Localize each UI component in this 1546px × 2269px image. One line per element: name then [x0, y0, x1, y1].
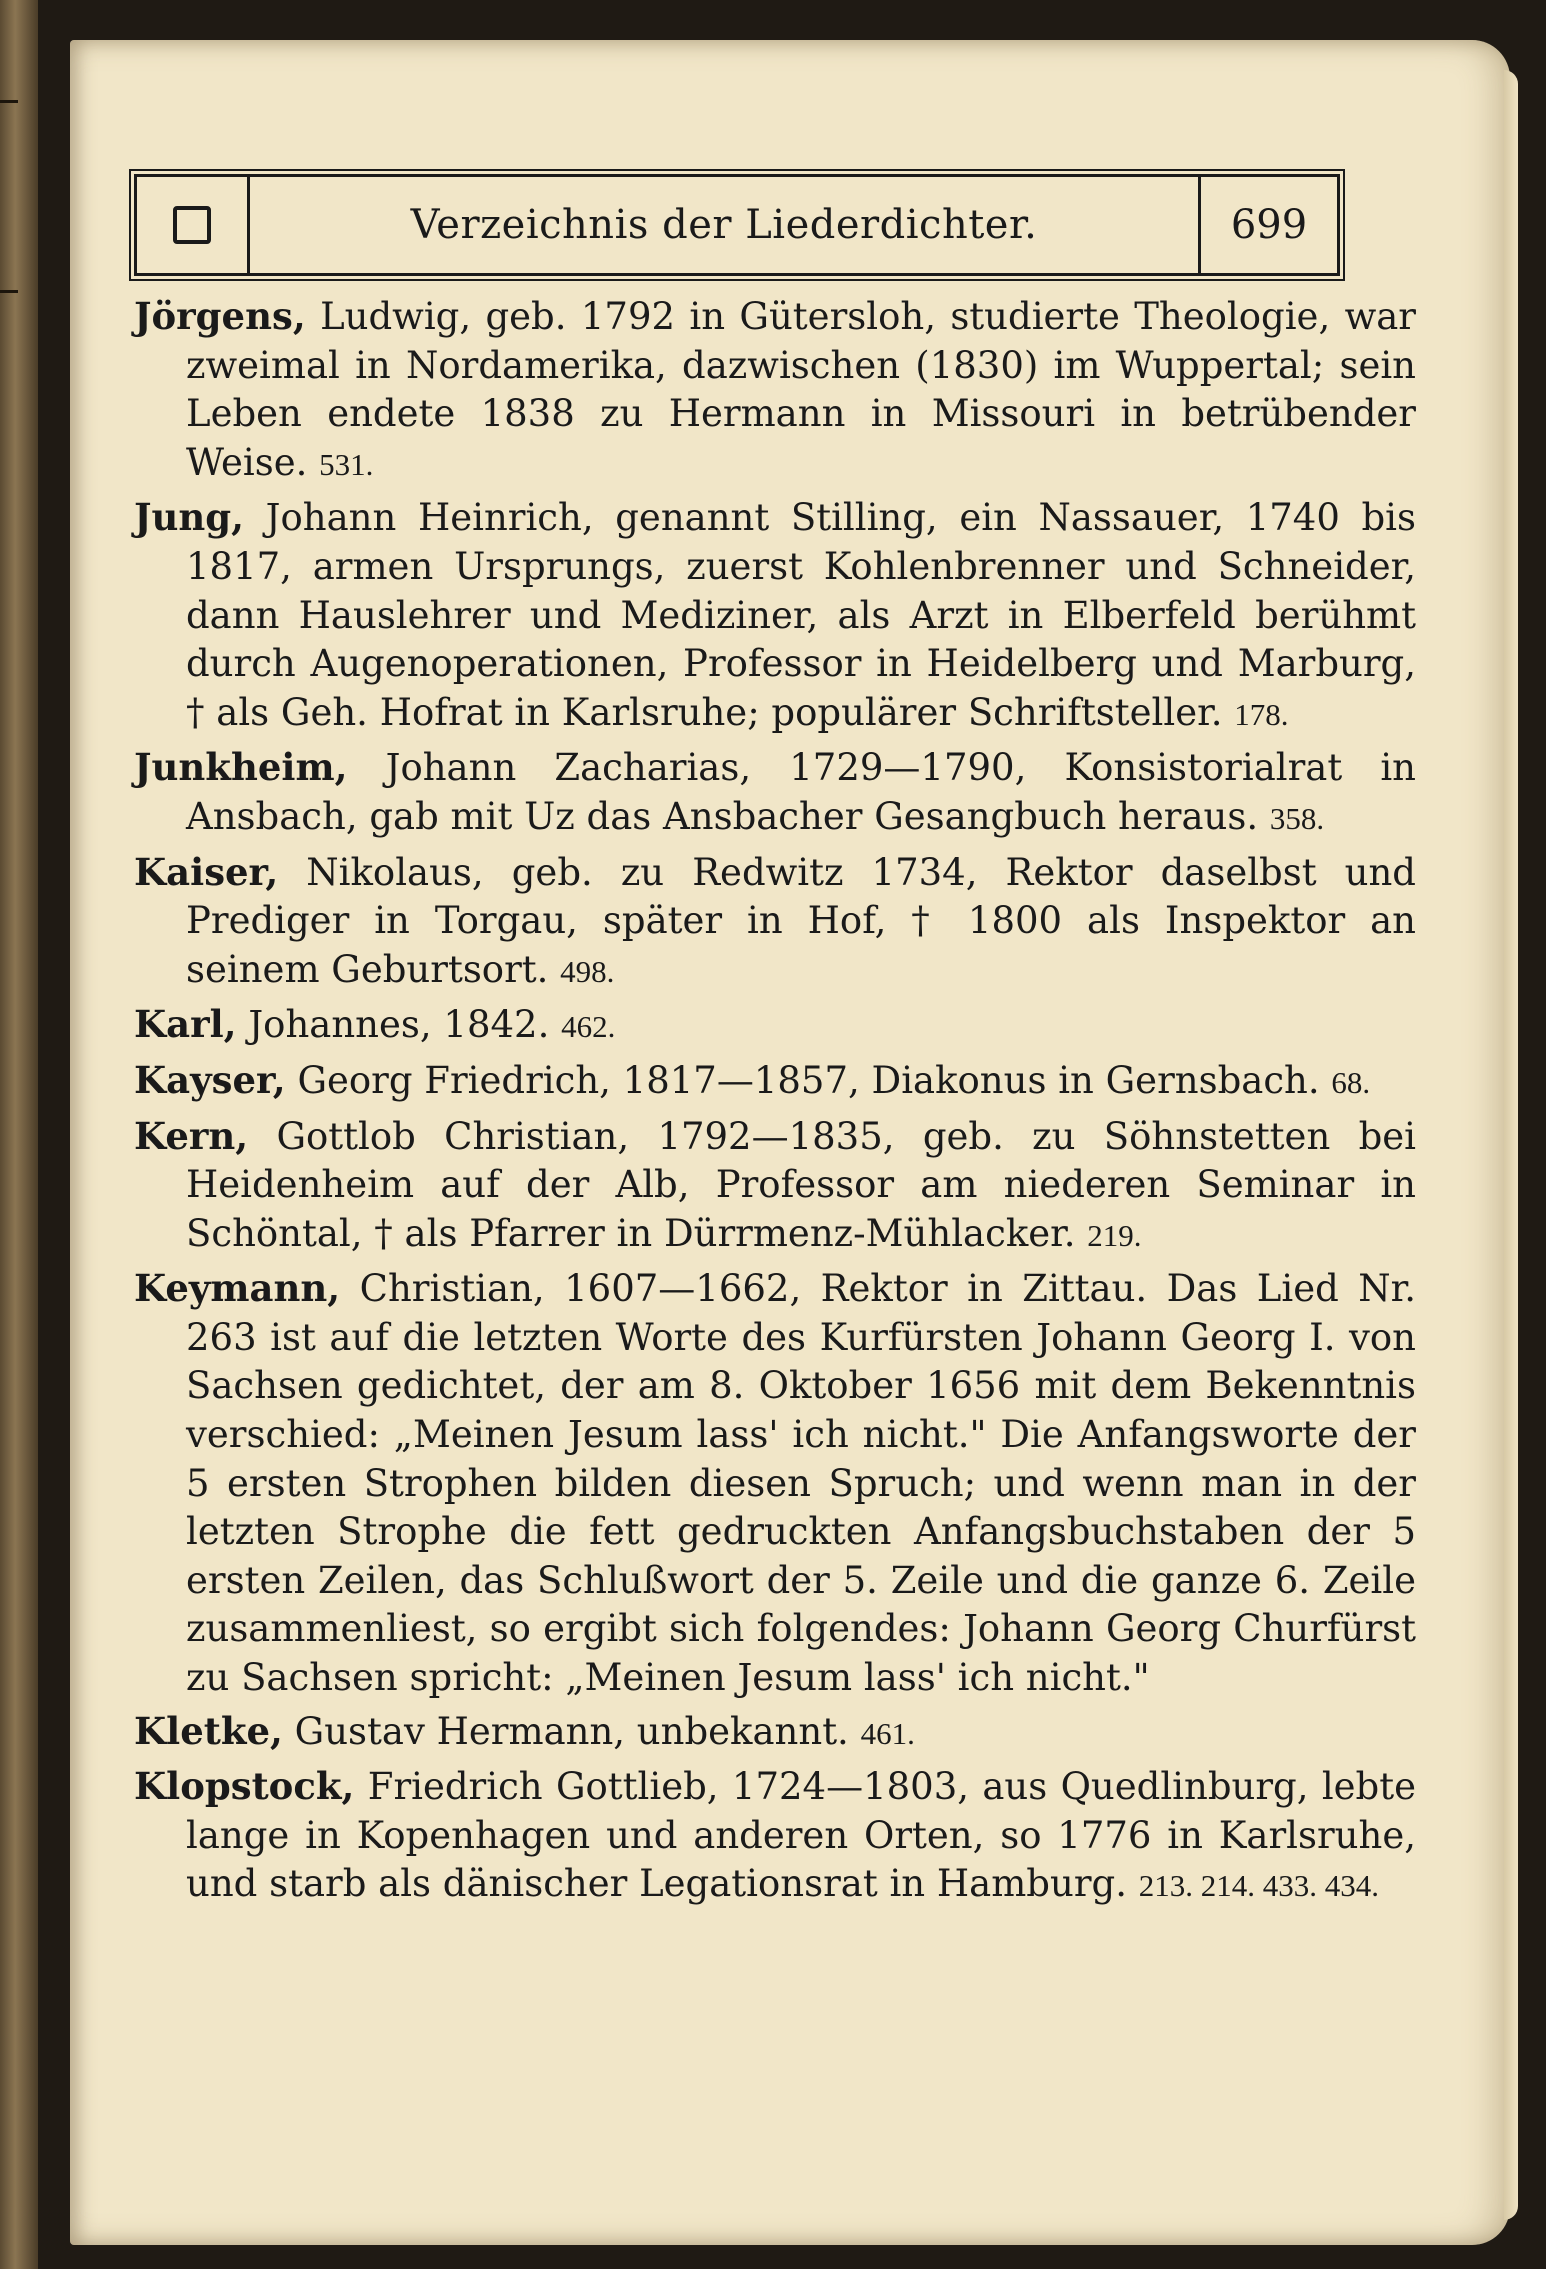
- entry-text: Ludwig, geb. 1792 in Gütersloh, studierte Theologie, war zweimal in Nordamerika, dazwischen (1830) im Wuppertal; sein Leben endete 1838 zu Hermann in Missouri in betrübender Weise.: [186, 295, 1416, 484]
- entry-name: Junkheim,: [134, 745, 348, 790]
- poet-index: [134, 292, 1416, 1915]
- entry-name: Kayser,: [134, 1057, 286, 1102]
- entry-name: Kletke,: [134, 1708, 283, 1753]
- entry-refs: 358.: [1269, 800, 1325, 836]
- entry-refs: 498.: [560, 953, 615, 989]
- entry-name: Jörgens,: [134, 294, 306, 338]
- entry-jung: [134, 493, 1416, 739]
- entry-refs: 68.: [1331, 1064, 1371, 1100]
- entry-keymann: [134, 1264, 1416, 1702]
- page-edge: [1504, 70, 1518, 2220]
- entry-text: Friedrich Gottlieb, 1724—1803, aus Quedlinburg, lebte lange in Kopenhagen und anderen Orten, so 1776 in Karlsruhe, und starb als dänischer Legationsrat in Hamburg.: [186, 1765, 1416, 1906]
- entry-refs: 531.: [319, 446, 374, 482]
- entry-text: Johann Zacharias, 1729—1790, Konsistorialrat in Ansbach, gab mit Uz das Ansbacher Gesangbuch heraus.: [186, 746, 1416, 838]
- header-ornament: [137, 177, 250, 273]
- entry-name: Jung,: [134, 495, 245, 540]
- running-title: Verzeichnis der Liederdichter.: [410, 202, 1038, 248]
- square-ornament-icon: [173, 206, 211, 244]
- entry-name: Klopstock,: [134, 1764, 355, 1809]
- entry-refs: 213. 214. 433. 434.: [1138, 1868, 1379, 1904]
- entry-refs: 219.: [1087, 1217, 1142, 1253]
- entry-kayser: [134, 1056, 1416, 1108]
- entry-kern: [134, 1112, 1416, 1261]
- entry-name: Karl,: [134, 1002, 237, 1047]
- entry-text: Gottlob Christian, 1792—1835, geb. zu Söhnstetten bei Heidenheim auf der Alb, Professor am niederen Seminar in Schöntal, † als Pfarrer in Dürrmenz-Mühlacker.: [186, 1114, 1416, 1255]
- entry-kaiser: [134, 848, 1416, 997]
- entry-kletke: [134, 1707, 1416, 1759]
- page-number: 699: [1198, 177, 1337, 273]
- entry-text: Johannes, 1842.: [236, 1003, 550, 1047]
- entry-name: Keymann,: [134, 1266, 341, 1311]
- entry-junkheim: [134, 743, 1416, 843]
- entry-refs: 178.: [1234, 696, 1289, 732]
- entry-text: Gustav Hermann, unbekannt.: [282, 1709, 849, 1753]
- spine-line: [0, 100, 18, 103]
- entry-klopstock: [134, 1762, 1416, 1911]
- entry-text: Nikolaus, geb. zu Redwitz 1734, Rektor daselbst und Prediger in Torgau, später in Hof, † 1800 als Inspektor an seinem Geburtsort.: [186, 850, 1416, 991]
- entry-refs: 462.: [561, 1009, 616, 1045]
- entry-text: Georg Friedrich, 1817—1857, Diakonus in Gernsbach.: [285, 1058, 1320, 1102]
- entry-karl: [134, 1000, 1416, 1052]
- book-spine: [0, 0, 38, 2269]
- entry-refs: 461.: [860, 1715, 915, 1751]
- book-page: [70, 40, 1510, 2245]
- spine-line: [0, 290, 18, 293]
- entry-name: Kaiser,: [134, 849, 279, 894]
- entry-text: Christian, 1607—1662, Rektor in Zittau. Das Lied Nr. 263 ist auf die letzten Worte des Kurfürsten Johann Georg I. von Sachsen gedichtet, der am 8. Oktober 1656 mit dem Bekenntnis verschied: „Meinen Jesum lass' ich nicht." Die Anfangsworte der 5 ersten Strophen bilden diesen Spruch; und wenn man in der letzten Strophe die fett gedruckten Anfangsbuchstaben der 5 ersten Zeilen, das Schlußwort der 5. Zeile und die ganze 6. Zeile zusammenliest, so ergibt sich folgendes: Johann Georg Churfürst zu Sachsen spricht: „Meinen Jesum lass' ich nicht.": [186, 1267, 1416, 1700]
- entry-text: Johann Heinrich, genannt Stilling, ein Nassauer, 1740 bis 1817, armen Ursprungs, zuerst Kohlenbrenner und Schneider, dann Hauslehrer und Mediziner, als Arzt in Elberfeld berühmt durch Augenoperationen, Professor in Heidelberg und Marburg, † als Geh. Hofrat in Karlsruhe; populärer Schriftsteller.: [186, 496, 1416, 734]
- entry-name: Kern,: [134, 1113, 249, 1158]
- page-header: [134, 174, 1340, 276]
- entry-joergens: [134, 292, 1416, 489]
